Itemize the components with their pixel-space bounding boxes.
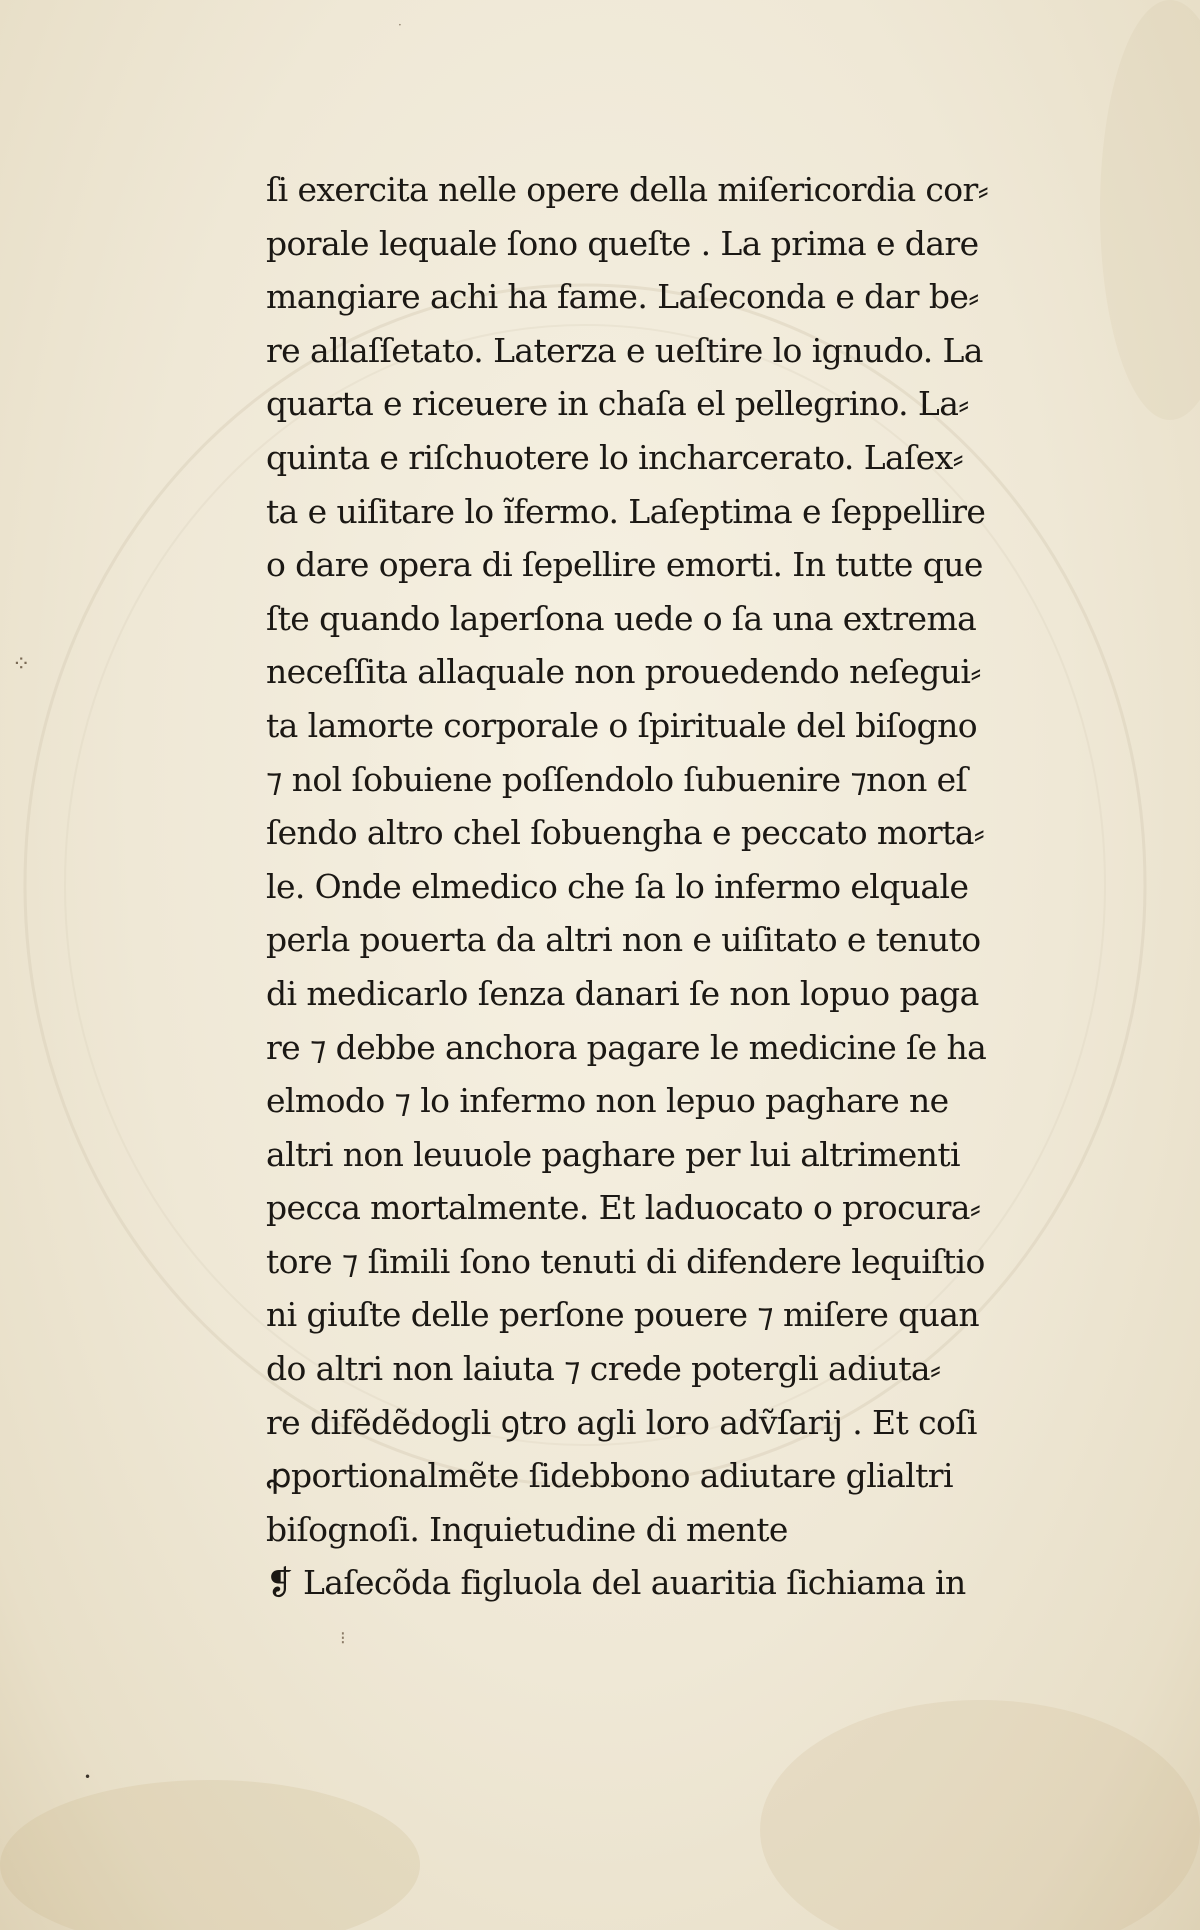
text-line: altri non leuuole paghare per lui altrimenti bbox=[266, 1134, 960, 1174]
ink-speck: • bbox=[84, 1770, 92, 1784]
text-line: porale lequale ſono queſte . La prima e dare bbox=[266, 223, 979, 263]
text-line: do altri non laiuta ⁊ crede potergli adiuta⸗ bbox=[266, 1349, 941, 1389]
text-line: pecca mortalmente. Et laduocato o procura⸗ bbox=[266, 1188, 981, 1228]
text-line: ni giuſte delle perſone pouere ⁊ miſere quan bbox=[266, 1295, 980, 1335]
ink-speck: ⁝ bbox=[340, 1628, 346, 1649]
text-line: ❡ Laſecõda figluola del auaritia ſichiama in bbox=[266, 1563, 966, 1603]
text-line: ſi exercita nelle opere della miſericordia cor⸗ bbox=[266, 170, 989, 209]
paper-stain bbox=[0, 1780, 420, 1930]
text-block bbox=[266, 163, 1096, 1610]
text-line: neceſſita allaquale non prouedendo neſegui⸗ bbox=[266, 652, 981, 692]
text-line: re difẽdẽdogli ꝯtro agli loro adṽſarij . Et coſi bbox=[266, 1402, 977, 1442]
ink-speck: · bbox=[398, 18, 402, 32]
text-line: ta lamorte corporale o ſpirituale del biſogno bbox=[266, 705, 978, 745]
text-line: ſendo altro chel ſobuengha e peccato morta⸗ bbox=[266, 813, 985, 853]
text-line: le. Onde elmedico che ſa lo infermo elquale bbox=[266, 866, 969, 906]
text-line: ta e uiſitare lo ĩfermo. Laſeptima e ſeppellire bbox=[266, 491, 986, 531]
text-line: biſognoſi. Inquietudine di mente bbox=[266, 1509, 788, 1549]
text-line: elmodo ⁊ lo infermo non lepuo paghare ne bbox=[266, 1081, 949, 1121]
text-line: perla pouerta da altri non e uiſitato e tenuto bbox=[266, 920, 981, 960]
text-line: mangiare achi ha fame. Laſeconda e dar be⸗ bbox=[266, 277, 979, 317]
text-line: re allaſſetato. Laterza e ueſtire lo ignudo. La bbox=[266, 330, 983, 370]
text-line: re ⁊ debbe anchora pagare le medicine ſe ha bbox=[266, 1027, 987, 1067]
text-line: quarta e riceuere in chaſa el pellegrino. La⸗ bbox=[266, 384, 969, 424]
text-line: o dare opera di ſepellire emorti. In tutte que bbox=[266, 545, 983, 585]
ink-speck: ⁘ bbox=[12, 652, 31, 677]
text-line: di medicarlo ſenza danari ſe non lopuo paga bbox=[266, 973, 979, 1013]
paper-stain bbox=[760, 1700, 1200, 1930]
text-line: tore ⁊ ſimili ſono tenuti di difendere lequiſtio bbox=[266, 1241, 985, 1281]
text-line: quinta e riſchuotere lo incharcerato. Laſex⸗ bbox=[266, 437, 964, 477]
text-line: ⁊ nol ſobuiene poſſendolo ſubuenire ⁊non eſ bbox=[266, 759, 968, 799]
text-line: ſte quando laperſona uede o ſa una extrema bbox=[266, 598, 977, 638]
text-line: ꝓportionalmẽte ſidebbono adiutare glialtri bbox=[266, 1456, 953, 1496]
